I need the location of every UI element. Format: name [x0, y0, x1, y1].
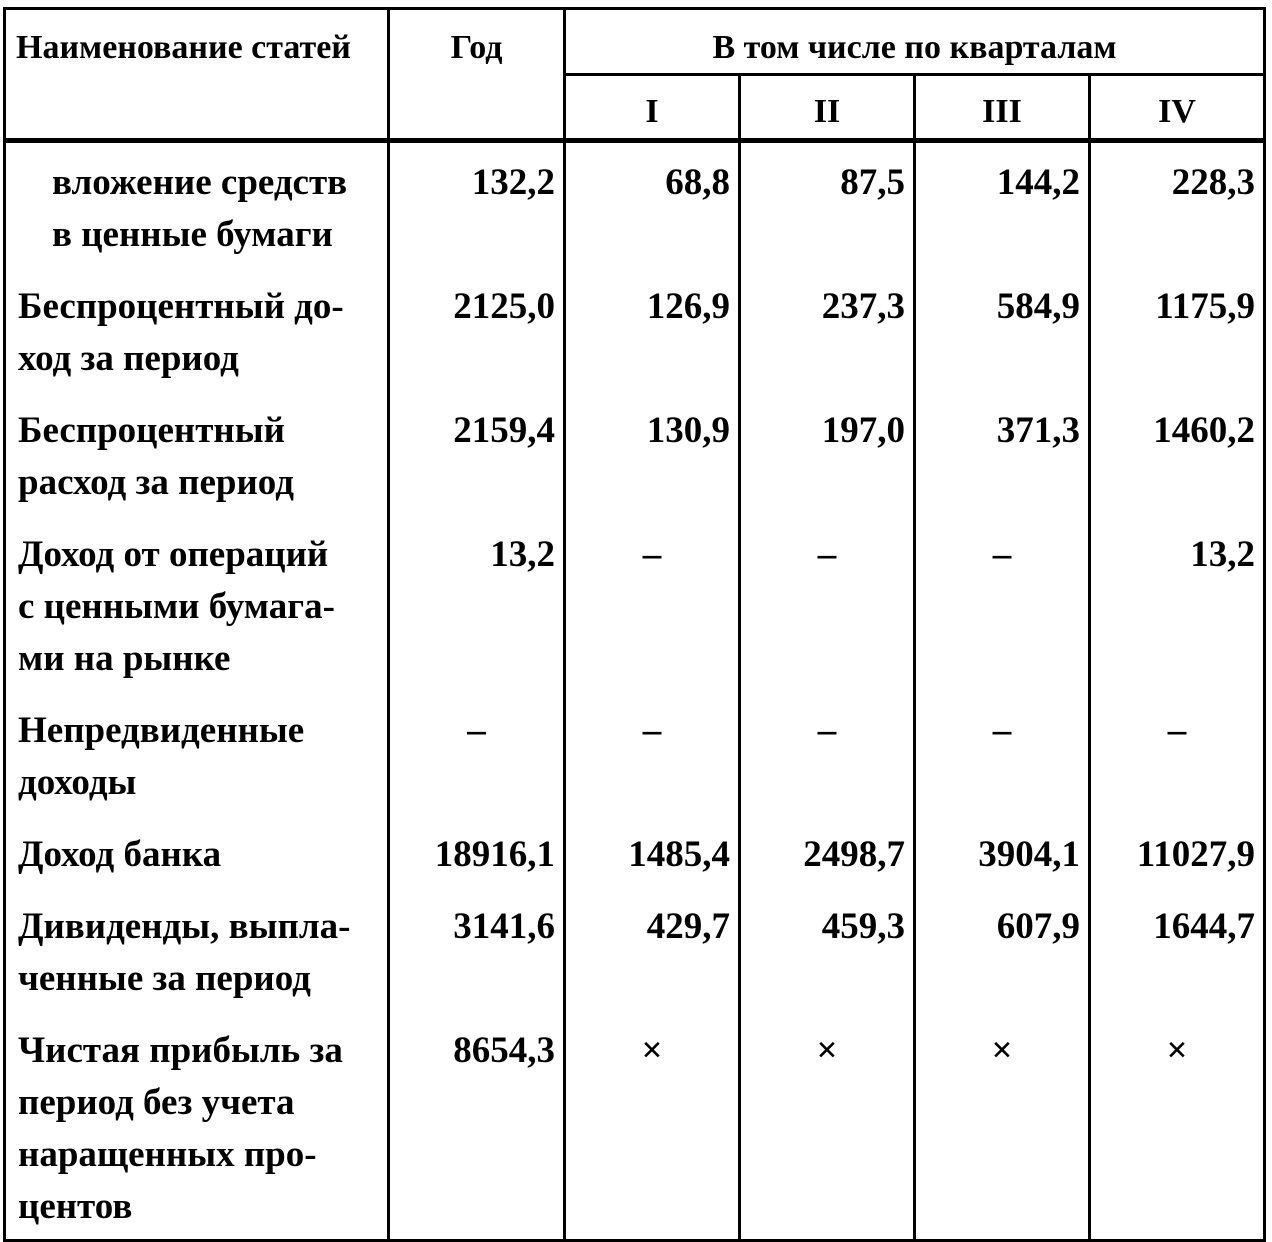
table-row	[5, 815, 1265, 887]
row-name-line: Непредвиденные	[18, 710, 305, 751]
header-item-name: Наименование статей	[5, 9, 389, 141]
cell-year: 2125,0	[389, 267, 565, 391]
row-name-line: доходы	[18, 762, 137, 803]
cell-q4: ×	[1090, 1011, 1265, 1241]
row-name-line: период без учета	[18, 1082, 295, 1123]
header-year: Год	[389, 9, 565, 141]
cell-q3: –	[915, 515, 1090, 691]
cell-q1: –	[565, 691, 740, 815]
row-name-line: Доход от операций	[18, 534, 329, 575]
cell-q4: 11027,9	[1090, 815, 1265, 887]
table-row	[5, 691, 1265, 815]
cell-q2: 237,3	[740, 267, 915, 391]
table-row	[5, 141, 1265, 268]
row-name	[5, 815, 389, 887]
cell-q1: 130,9	[565, 391, 740, 515]
row-name-line: Чистая прибыль за	[18, 1030, 343, 1071]
cell-q1: 1485,4	[565, 815, 740, 887]
row-name	[5, 691, 389, 815]
header-quarter-2: II	[740, 75, 915, 141]
cell-q3: ×	[915, 1011, 1090, 1241]
row-name-line: вложение средств	[52, 162, 348, 203]
cell-q3: 371,3	[915, 391, 1090, 515]
cell-q4: 1175,9	[1090, 267, 1265, 391]
cell-year: –	[389, 691, 565, 815]
row-name	[5, 267, 389, 391]
cell-q1: 429,7	[565, 887, 740, 1011]
cell-q3: 607,9	[915, 887, 1090, 1011]
cell-q4: 1460,2	[1090, 391, 1265, 515]
table-row	[5, 391, 1265, 515]
cell-year: 132,2	[389, 141, 565, 268]
row-name	[5, 1011, 389, 1241]
cell-year: 13,2	[389, 515, 565, 691]
table-header	[5, 9, 1265, 141]
row-name	[5, 391, 389, 515]
cell-q3: 3904,1	[915, 815, 1090, 887]
cell-q2: –	[740, 515, 915, 691]
header-quarter-1: I	[565, 75, 740, 141]
row-name-line: ченные за период	[18, 958, 311, 999]
cell-year: 8654,3	[389, 1011, 565, 1241]
cell-q3: 584,9	[915, 267, 1090, 391]
row-name	[5, 887, 389, 1011]
row-name-line: расход за период	[18, 462, 294, 503]
cell-year: 2159,4	[389, 391, 565, 515]
cell-q2: 2498,7	[740, 815, 915, 887]
row-name-line: наращенных про-	[18, 1134, 317, 1175]
table-row	[5, 515, 1265, 691]
table-row	[5, 887, 1265, 1011]
cell-q2: –	[740, 691, 915, 815]
header-quarter-4: IV	[1090, 75, 1265, 141]
cell-q1: ×	[565, 1011, 740, 1241]
cell-q4: 13,2	[1090, 515, 1265, 691]
financial-table	[3, 7, 1266, 1242]
row-name	[5, 141, 389, 268]
table-row	[5, 267, 1265, 391]
row-name-line: ход за период	[18, 338, 239, 379]
row-name-line: с ценными бумага-	[18, 586, 335, 627]
cell-q3: 144,2	[915, 141, 1090, 268]
cell-q3: –	[915, 691, 1090, 815]
row-name-line: в ценные бумаги	[52, 214, 333, 255]
cell-q1: 68,8	[565, 141, 740, 268]
cell-q2: 459,3	[740, 887, 915, 1011]
row-name-line: Беспроцентный	[18, 410, 285, 451]
cell-q1: 126,9	[565, 267, 740, 391]
row-name-line: центов	[18, 1186, 133, 1227]
header-quarter-3: III	[915, 75, 1090, 141]
row-name-line: Беспроцентный до-	[18, 286, 344, 327]
cell-q4: –	[1090, 691, 1265, 815]
cell-q2: 87,5	[740, 141, 915, 268]
row-name	[5, 515, 389, 691]
row-name-line: ми на рынке	[18, 638, 231, 679]
cell-q2: 197,0	[740, 391, 915, 515]
cell-q2: ×	[740, 1011, 915, 1241]
cell-q1: –	[565, 515, 740, 691]
cell-q4: 228,3	[1090, 141, 1265, 268]
header-quarters-group: В том числе по кварталам	[565, 9, 1265, 75]
row-name-line: Дивиденды, выпла-	[18, 906, 351, 947]
cell-year: 18916,1	[389, 815, 565, 887]
cell-year: 3141,6	[389, 887, 565, 1011]
row-name-line: Доход банка	[18, 834, 222, 875]
table-row	[5, 1011, 1265, 1241]
table-body	[5, 141, 1265, 1241]
cell-q4: 1644,7	[1090, 887, 1265, 1011]
